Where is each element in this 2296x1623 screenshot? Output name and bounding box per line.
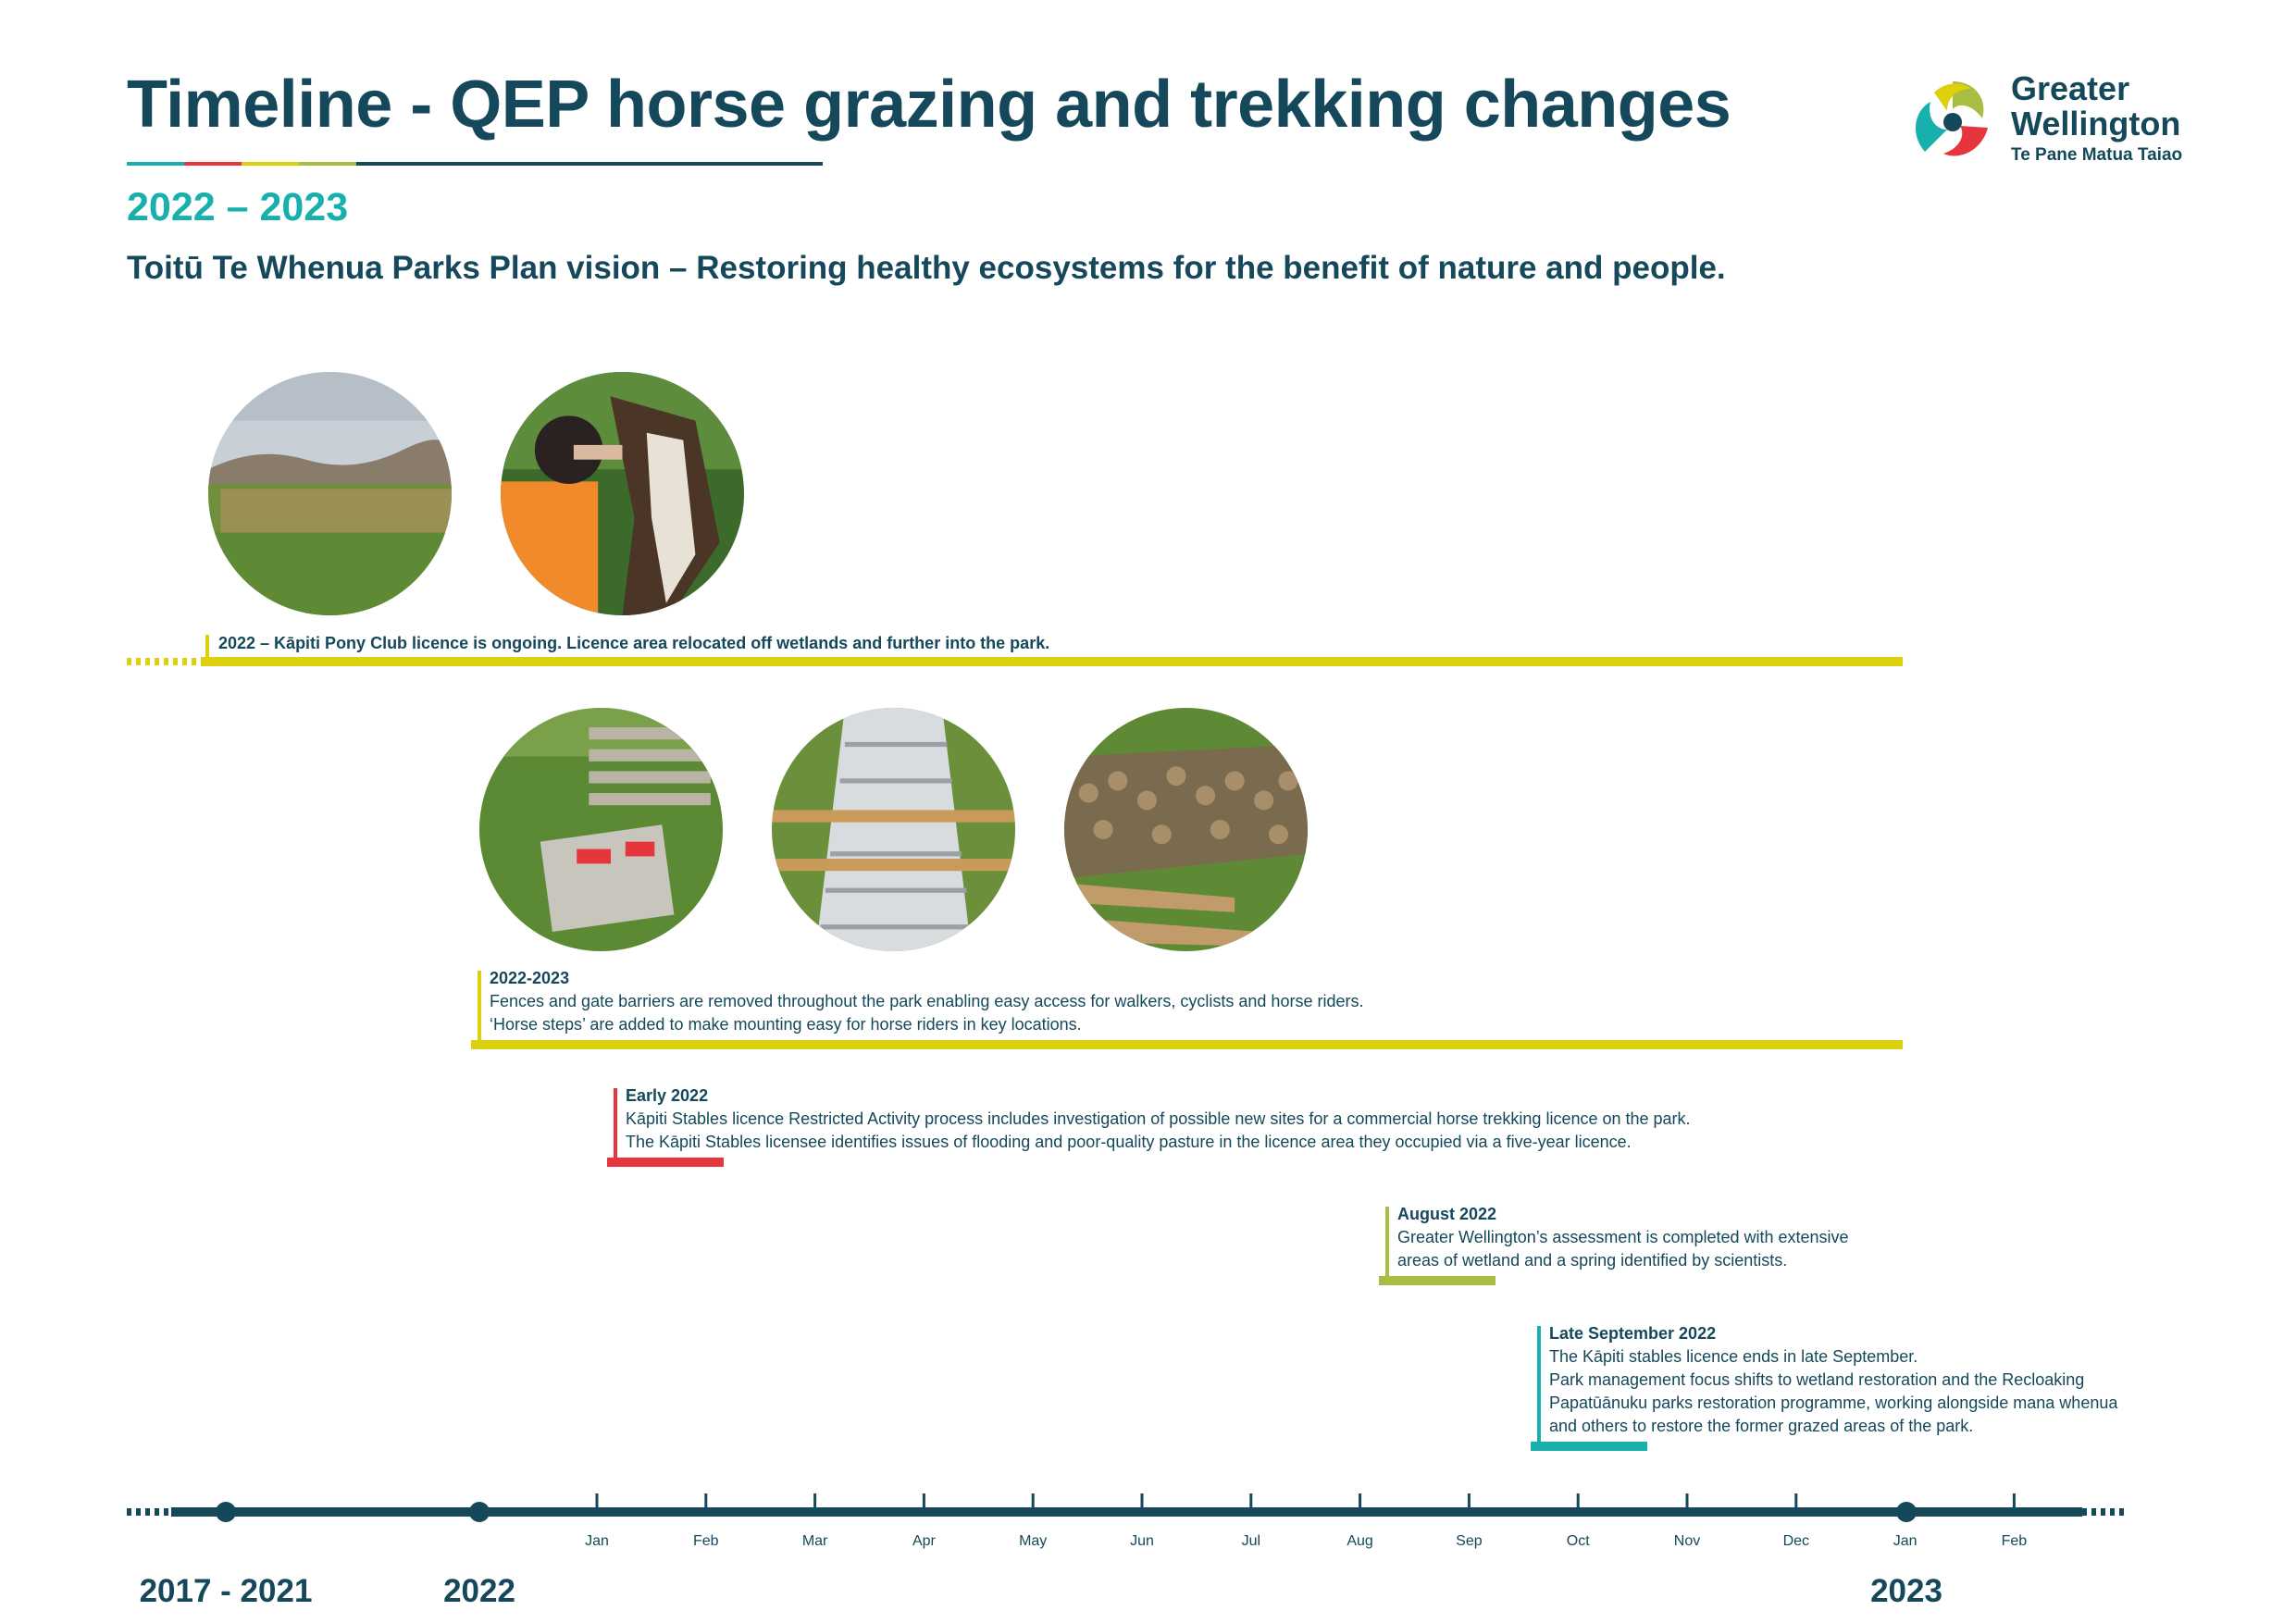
logo-wordmark xyxy=(2011,69,2183,165)
logo-line-1: Greater xyxy=(2011,69,2130,107)
month-label-4: May xyxy=(1019,1533,1048,1549)
period-label-2017-2021: 2017 - 2021 xyxy=(139,1573,313,1609)
early-2022-line-1: Kāpiti Stables licence Restricted Activity process includes investigation of possible new sites for a commercial horse trekking licence on the park. xyxy=(626,1109,1691,1128)
pony-club-marker xyxy=(205,635,209,657)
august-2022-line-1: Greater Wellington’s assessment is completed with extensive xyxy=(1397,1228,1849,1246)
horse-grooming-photo xyxy=(501,372,744,615)
axis-dot-2017 xyxy=(216,1502,236,1522)
month-label-5: Jun xyxy=(1130,1533,1154,1549)
august-2022-marker xyxy=(1385,1207,1389,1276)
month-label-0: Jan xyxy=(585,1533,609,1549)
greater-wellington-logo-icon xyxy=(1906,74,1999,167)
late-sept-2022-bar xyxy=(1531,1442,1647,1451)
fences-line-2: ‘Horse steps’ are added to make mounting easy for horse riders in key locations. xyxy=(490,1015,1082,1034)
fences-bar xyxy=(471,1040,1903,1049)
axis-dot-2022 xyxy=(469,1502,490,1522)
month-label-13: Feb xyxy=(2001,1533,2028,1549)
pony-club-bar xyxy=(201,657,1903,666)
late-sept-2022-line-2: Park management focus shifts to wetland restoration and the Recloaking xyxy=(1549,1370,2085,1389)
month-label-9: Oct xyxy=(1566,1533,1590,1549)
month-label-3: Apr xyxy=(912,1533,936,1549)
logo-line-2: Wellington xyxy=(2011,105,2181,142)
month-label-10: Nov xyxy=(1673,1533,1701,1549)
month-label-11: Dec xyxy=(1782,1533,1810,1549)
page-title: Timeline - QEP horse grazing and trekking changes xyxy=(127,68,1731,142)
year-range: 2022 – 2023 xyxy=(127,185,349,229)
month-label-2: Mar xyxy=(801,1533,828,1549)
late-sept-2022-marker xyxy=(1537,1326,1541,1442)
fences-title: 2022-2023 xyxy=(490,969,570,987)
pony-club-text: 2022 – Kāpiti Pony Club licence is ongoing. Licence area relocated off wetlands and further into the park. xyxy=(218,634,1050,652)
early-2022-line-2: The Kāpiti Stables licensee identifies issues of flooding and poor-quality pasture in the licence area they occupied via a five-year licence. xyxy=(626,1133,1632,1151)
month-label-1: Feb xyxy=(693,1533,719,1549)
late-sept-2022-line-3: Papatūānuku parks restoration programme, working alongside mana whenua xyxy=(1549,1394,2118,1412)
timeline-axis xyxy=(0,1462,2296,1623)
early-2022-bar xyxy=(607,1158,724,1167)
wetland-photo xyxy=(208,372,452,615)
month-label-8: Sep xyxy=(1456,1533,1483,1549)
august-2022-bar xyxy=(1379,1276,1496,1285)
august-2022-line-2: areas of wetland and a spring identified by scientists. xyxy=(1397,1251,1788,1270)
vision-statement: Toitū Te Whenua Parks Plan vision – Restoring healthy ecosystems for the benefit of nature and people. xyxy=(127,250,1726,286)
axis-dot-2023 xyxy=(1896,1502,1917,1522)
early-2022-title: Early 2022 xyxy=(626,1086,709,1105)
period-label-2022: 2022 xyxy=(443,1573,515,1609)
late-sept-2022-line-1: The Kāpiti stables licence ends in late September. xyxy=(1549,1347,1918,1366)
late-sept-2022-title: Late September 2022 xyxy=(1549,1324,1717,1343)
timber-posts-photo xyxy=(1064,708,1308,951)
late-sept-2022-line-4: and others to restore the former grazed areas of the park. xyxy=(1549,1417,1974,1435)
month-label-6: Jul xyxy=(1241,1533,1261,1549)
stacked-gates-photo xyxy=(772,708,1015,951)
fences-marker xyxy=(478,971,481,1040)
august-2022-title: August 2022 xyxy=(1397,1205,1497,1223)
month-label-12: Jan xyxy=(1893,1533,1917,1549)
fences-line-1: Fences and gate barriers are removed throughout the park enabling easy access for walkers, cyclists and horse riders. xyxy=(490,992,1364,1010)
early-2022-marker xyxy=(614,1088,617,1158)
title-underline xyxy=(127,162,823,166)
gate-removal-photo xyxy=(479,708,723,951)
pony-club-dashed-lead xyxy=(127,658,201,665)
logo-line-3: Te Pane Matua Taiao xyxy=(2011,145,2183,165)
period-label-2023: 2023 xyxy=(1870,1573,1942,1609)
month-label-7: Aug xyxy=(1347,1533,1373,1549)
